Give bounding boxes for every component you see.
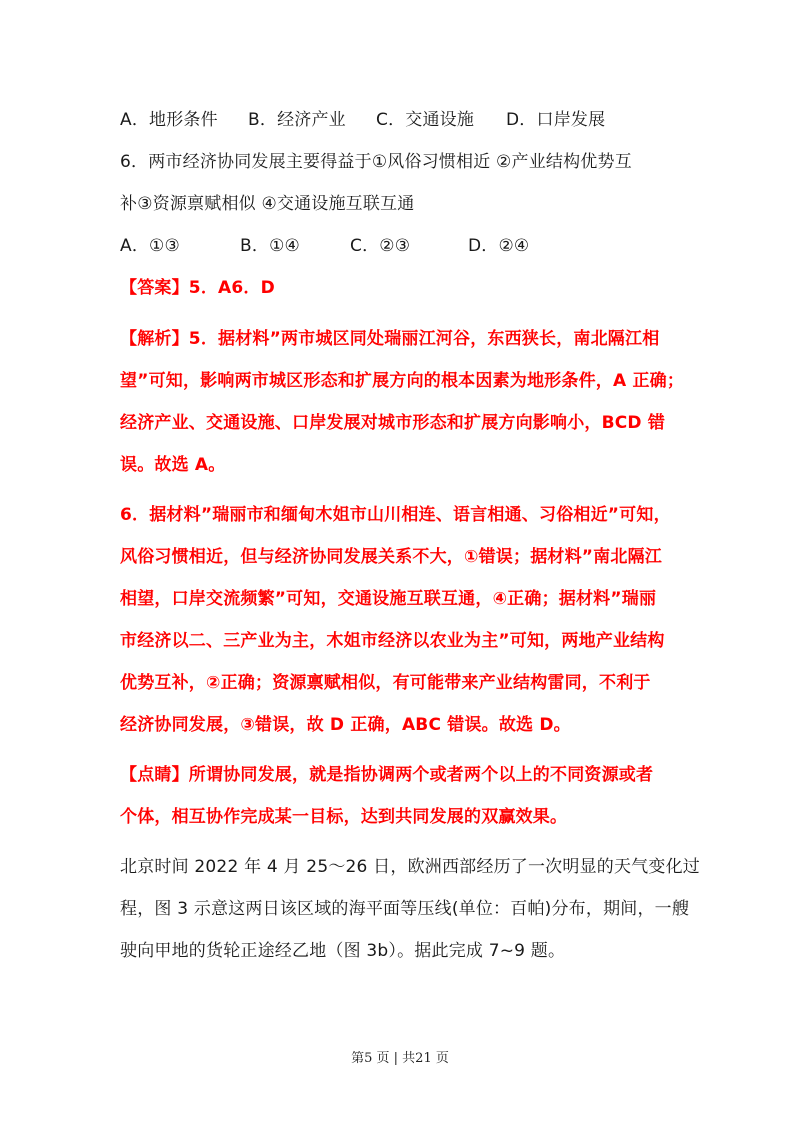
answer-line: 【答案】5．A6．D: [120, 278, 275, 298]
analysis-5-line-1: 【解析】5．据材料”两市城区同处瑞丽江河谷，东西狭长，南北隔江相: [120, 329, 660, 349]
key-point-line-1: 【点睛】所谓协同发展，就是指协调两个或者两个以上的不同资源或者: [120, 765, 654, 785]
q6-options: [120, 235, 529, 257]
analysis-6-line-1: 6．据材料”瑞丽市和缅甸木姐市山川相连、语言相通、习俗相近”可知，: [120, 505, 671, 525]
material-line-3: 驶向甲地的货轮正途经乙地（图 3b）。据此完成 7~9 题。: [120, 941, 566, 961]
analysis-5-line-2: 望”可知，影响两市城区形态和扩展方向的根本因素为地形条件，A 正确；: [120, 371, 685, 391]
analysis-6-line-3: 相望，口岸交流频繁”可知，交通设施互联互通，④正确；据材料”瑞丽: [120, 589, 657, 609]
q6-option-c: C．②③: [350, 236, 411, 256]
q5-option-d: D．口岸发展: [506, 110, 606, 130]
q5-option-a: A．地形条件: [120, 110, 218, 130]
analysis-6-line-4: 市经济以二、三产业为主，木姐市经济以农业为主”可知，两地产业结构: [120, 631, 665, 651]
material-line-1: 北京时间 2022 年 4 月 25～26 日，欧洲西部经历了一次明显的天气变化过: [120, 857, 700, 877]
page-footer: 第5 页 | 共21 页: [351, 1051, 449, 1066]
analysis-5-line-3: 经济产业、交通设施、口岸发展对城市形态和扩展方向影响小，BCD 错: [120, 413, 666, 433]
analysis-6-line-2: 风俗习惯相近，但与经济协同发展关系不大，①错误；据材料”南北隔江: [120, 547, 662, 567]
q5-option-c: C．交通设施: [376, 110, 475, 130]
material-line-2: 程，图 3 示意这两日该区域的海平面等压线(单位：百帕)分布，期间，一艘: [120, 899, 690, 919]
analysis-5-line-4: 误。故选 A。: [120, 455, 226, 475]
key-point-line-2: 个体，相互协作完成某一目标，达到共同发展的双赢效果。: [120, 807, 568, 827]
q6-stem-line-1: 6．两市经济协同发展主要得益于①风俗习惯相近 ②产业结构优势互: [120, 152, 632, 172]
q5-option-b: B．经济产业: [248, 110, 346, 130]
q6-option-d: D．②④: [468, 236, 530, 256]
q6-option-a: A．①③: [120, 236, 180, 256]
q6-stem-line-2: 补③资源禀赋相似 ④交通设施互联互通: [120, 194, 415, 214]
q6-option-b: B．①④: [240, 236, 300, 256]
analysis-6-line-5: 优势互补，②正确；资源禀赋相似，有可能带来产业结构雷同，不利于: [120, 673, 651, 693]
q5-options: [120, 109, 605, 131]
analysis-6-line-6: 经济协同发展，③错误，故 D 正确，ABC 错误。故选 D。: [120, 715, 571, 735]
